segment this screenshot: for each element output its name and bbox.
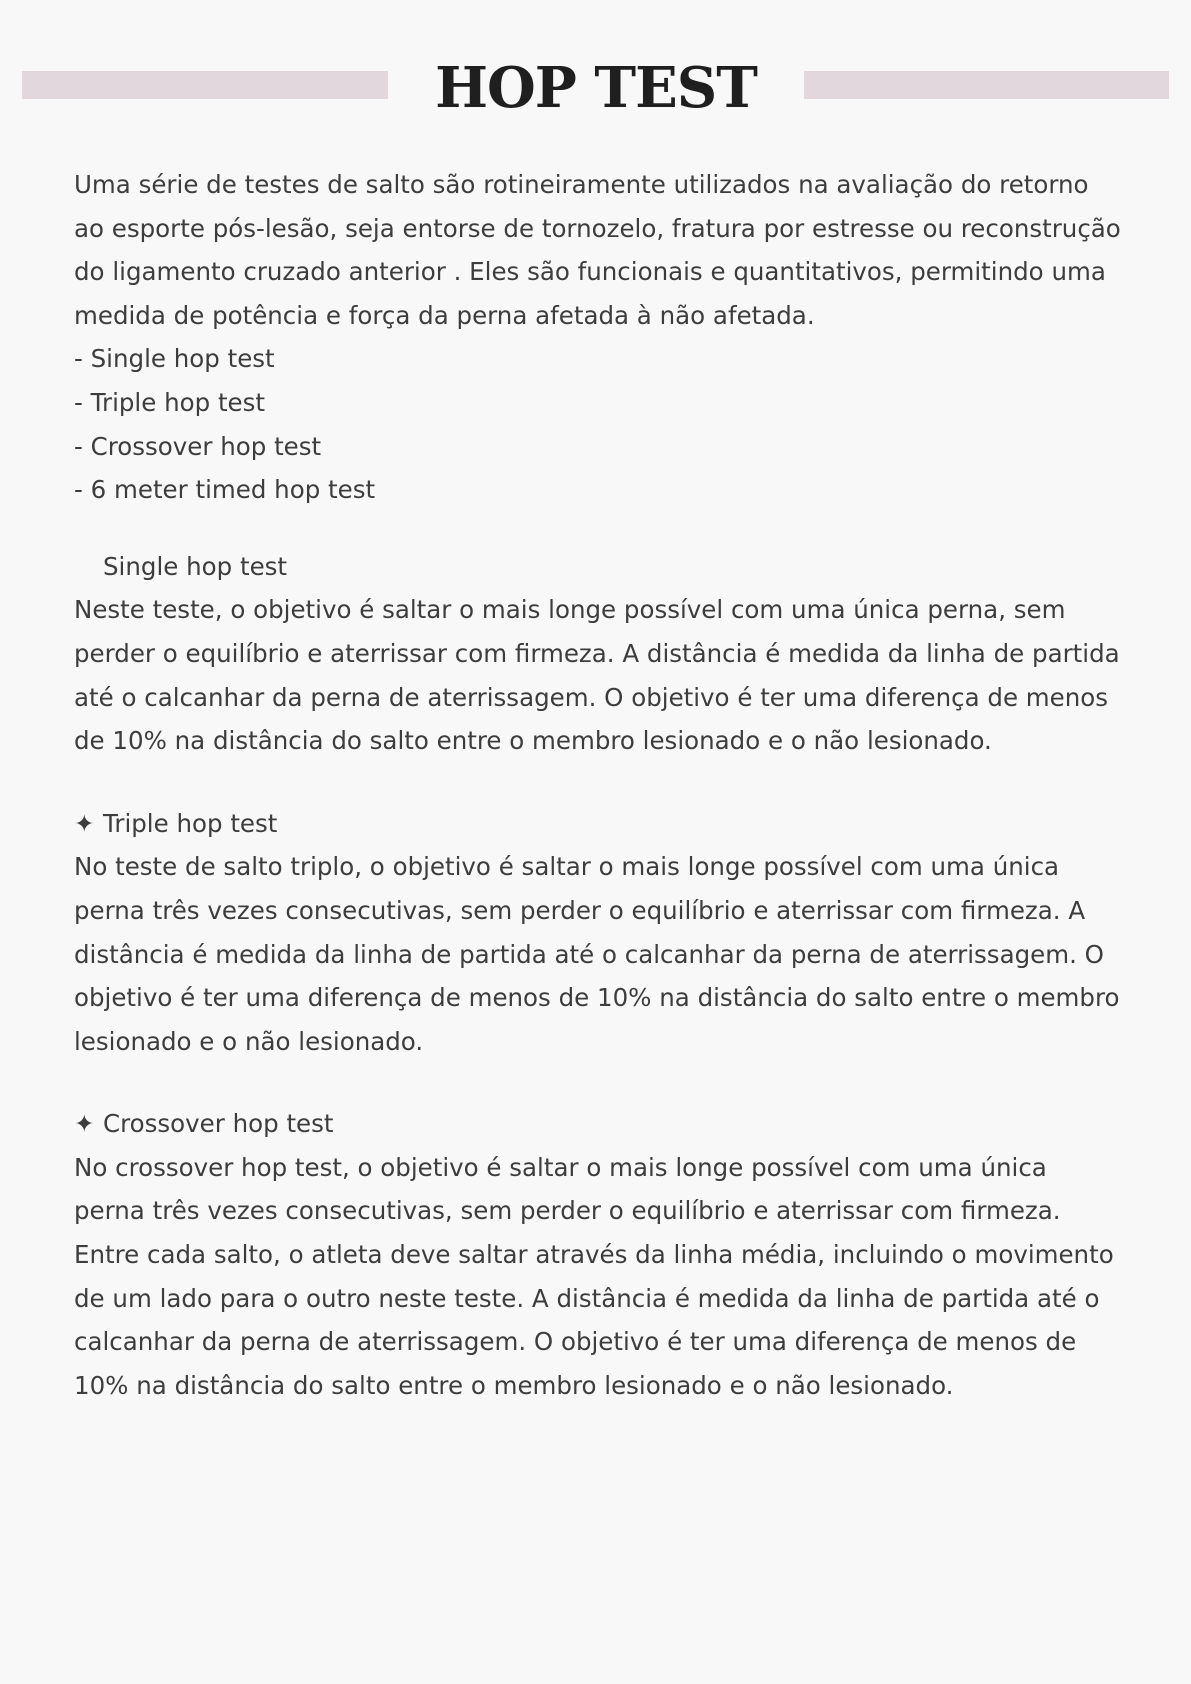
- section-heading-text: Crossover hop test: [103, 1109, 334, 1139]
- intro-paragraph: Uma série de testes de salto são rotineiramente utilizados na avaliação do retorno ao esporte pós-lesão, seja entorse de tornozelo, fratura por estresse ou reconstrução do ligamento cruzado anterior . Eles são funcionais e quantitativos, permitindo uma medida de potência e força da perna afetada à não afetada.: [74, 170, 1121, 330]
- section-body: No crossover hop test, o objetivo é saltar o mais longe possível com uma única perna três vezes consecutivas, sem perder o equilíbrio e aterrissar com firmeza. Entre cada salto, o atleta deve saltar através da linha média, incluindo o movimento de um lado para o outro neste teste. A distância é medida da linha de partida até o calcanhar da perna de aterrissagem. O objetivo é ter uma diferença de menos de 10% na distância do salto entre o membro lesionado e o não lesionado.: [74, 1152, 1114, 1400]
- page-header: [0, 48, 1191, 128]
- section-heading: [74, 802, 1124, 846]
- list-item: - 6 meter timed hop test: [74, 475, 376, 505]
- list-item: - Crossover hop test: [74, 431, 322, 461]
- section-crossover-hop: [74, 1102, 1124, 1407]
- tests-list: [74, 337, 1124, 511]
- section-heading: [74, 1102, 1124, 1146]
- section-body: No teste de salto triplo, o objetivo é saltar o mais longe possível com uma única perna três vezes consecutivas, sem perder o equilíbrio e aterrissar com firmeza. A distância é medida da linha de partida até o calcanhar da perna de aterrissagem. O objetivo é ter uma diferença de menos de 10% na distância do salto entre o membro lesionado e o não lesionado.: [74, 852, 1120, 1056]
- header-bar-left: [22, 71, 388, 99]
- section-single-hop: [74, 545, 1124, 763]
- page-title: HOP TEST: [435, 55, 757, 121]
- list-item: - Single hop test: [74, 344, 275, 374]
- list-item: - Triple hop test: [74, 387, 265, 417]
- document-body: [74, 163, 1124, 1407]
- sparkle-icon: ✦: [74, 808, 95, 838]
- header-bar-right: [804, 71, 1169, 99]
- section-heading: Single hop test: [103, 551, 288, 581]
- section-body: Neste teste, o objetivo é saltar o mais longe possível com uma única perna, sem perder o equilíbrio e aterrissar com firmeza. A distância é medida da linha de partida até o calcanhar da perna de aterrissagem. O objetivo é ter uma diferença de menos de 10% na distância do salto entre o membro lesionado e o não lesionado.: [74, 595, 1120, 756]
- section-heading-text: Triple hop test: [103, 808, 278, 838]
- sparkle-icon: ✦: [74, 1109, 95, 1139]
- section-triple-hop: [74, 802, 1124, 1064]
